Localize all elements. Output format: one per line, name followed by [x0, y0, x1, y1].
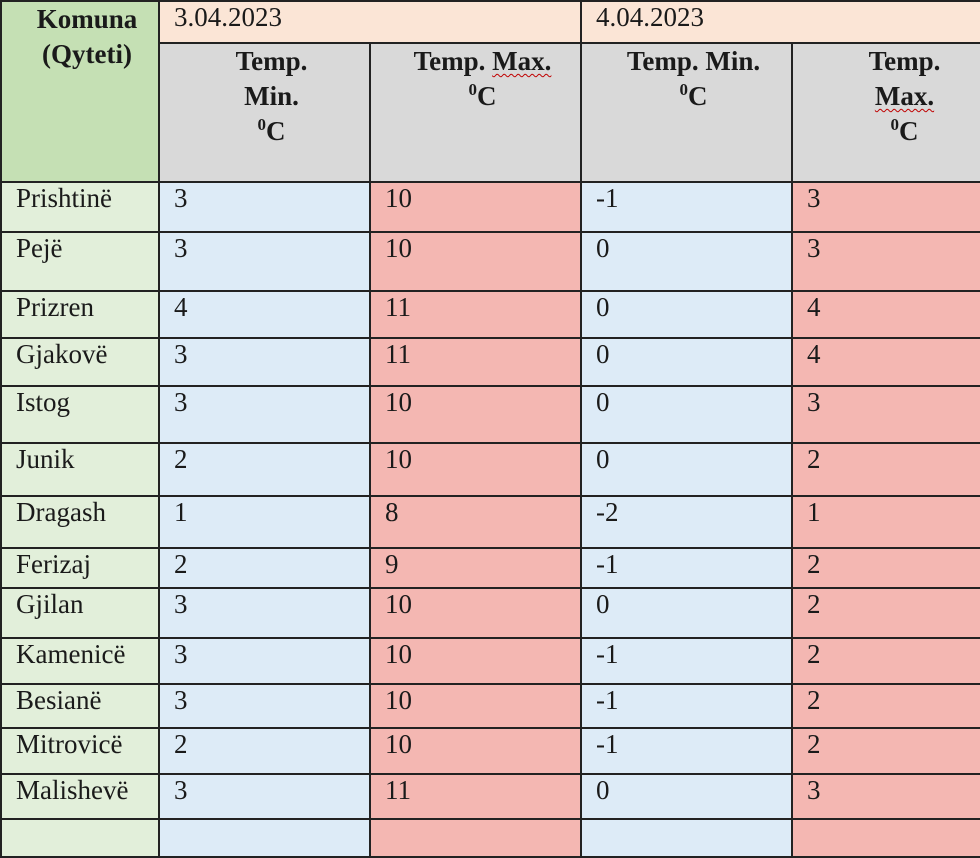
city-name-cell: Pejë	[1, 232, 159, 291]
day1-max-cell: 11	[370, 338, 581, 386]
day2-max-cell	[792, 819, 980, 857]
day2-min-cell: -1	[581, 638, 792, 684]
day1-min-cell: 3	[159, 638, 370, 684]
table-row	[1, 774, 980, 819]
day1-min-cell: 3	[159, 774, 370, 819]
day1-min-cell	[159, 819, 370, 857]
table-row	[1, 728, 980, 774]
date-header-row	[1, 1, 980, 43]
city-name-cell: Prizren	[1, 291, 159, 338]
city-name-cell: Ferizaj	[1, 548, 159, 588]
day2-min-cell: -1	[581, 684, 792, 728]
day2-min-cell: 0	[581, 338, 792, 386]
day2-min-cell: -1	[581, 728, 792, 774]
header-day2-temp-min	[581, 43, 792, 182]
day1-max-cell: 10	[370, 684, 581, 728]
city-name-cell: Mitrovicë	[1, 728, 159, 774]
day2-max-cell: 4	[792, 338, 980, 386]
city-name-cell: Kamenicë	[1, 638, 159, 684]
table-row	[1, 338, 980, 386]
day1-min-cell: 3	[159, 338, 370, 386]
header-text: Temp.	[868, 46, 941, 76]
day1-max-cell: 10	[370, 588, 581, 638]
day1-min-cell: 3	[159, 684, 370, 728]
day1-min-cell: 2	[159, 443, 370, 496]
header-day1-temp-min	[159, 43, 370, 182]
date-header-day2: 4.04.2023	[581, 1, 980, 43]
table-row	[1, 182, 980, 232]
table-row	[1, 819, 980, 857]
city-name-cell: Junik	[1, 443, 159, 496]
day1-min-cell: 3	[159, 386, 370, 443]
header-text: Temp.	[235, 46, 308, 76]
day2-max-cell: 2	[792, 548, 980, 588]
city-name-cell: Prishtinë	[1, 182, 159, 232]
day1-max-cell: 11	[370, 291, 581, 338]
city-name-cell: Besianë	[1, 684, 159, 728]
day2-max-cell: 3	[792, 232, 980, 291]
table-row	[1, 588, 980, 638]
day1-min-cell: 2	[159, 728, 370, 774]
day2-min-cell: 0	[581, 443, 792, 496]
table-row	[1, 548, 980, 588]
city-name-cell	[1, 819, 159, 857]
day2-min-cell: -1	[581, 182, 792, 232]
day2-min-cell: 0	[581, 291, 792, 338]
day2-max-cell: 2	[792, 684, 980, 728]
day1-min-cell: 3	[159, 588, 370, 638]
day1-max-cell: 11	[370, 774, 581, 819]
day1-max-cell: 10	[370, 443, 581, 496]
day1-min-cell: 1	[159, 496, 370, 548]
table-row	[1, 496, 980, 548]
day1-max-cell: 9	[370, 548, 581, 588]
day1-max-cell: 10	[370, 232, 581, 291]
day1-min-cell: 2	[159, 548, 370, 588]
city-name-cell: Dragash	[1, 496, 159, 548]
table-row	[1, 443, 980, 496]
header-text: Temp. Min.	[626, 46, 761, 76]
city-column-header	[1, 1, 159, 182]
day2-max-cell: 2	[792, 588, 980, 638]
unit-label: $^0$C	[468, 80, 497, 112]
day2-min-cell: 0	[581, 386, 792, 443]
day1-min-cell: 4	[159, 291, 370, 338]
day1-max-cell: 10	[370, 728, 581, 774]
unit-label: $^0$C	[890, 115, 919, 147]
day2-min-cell: -2	[581, 496, 792, 548]
city-name-cell: Gjakovë	[1, 338, 159, 386]
table-row	[1, 386, 980, 443]
day1-min-cell: 3	[159, 232, 370, 291]
city-name-cell: Istog	[1, 386, 159, 443]
day1-max-cell: 8	[370, 496, 581, 548]
day1-max-cell: 10	[370, 638, 581, 684]
unit-label: $^0$C	[257, 115, 286, 147]
header-day1-temp-max	[370, 43, 581, 182]
header-text: Min.	[244, 81, 299, 112]
day2-min-cell: 0	[581, 232, 792, 291]
table-row	[1, 291, 980, 338]
unit-label: $^0$C	[679, 80, 708, 112]
day2-min-cell: 0	[581, 588, 792, 638]
header-day2-temp-max	[792, 43, 980, 182]
header-text: Temp. Max.	[413, 46, 552, 76]
day2-max-cell: 3	[792, 386, 980, 443]
day2-max-cell: 3	[792, 182, 980, 232]
day1-min-cell: 3	[159, 182, 370, 232]
city-name-cell: Malishevë	[1, 774, 159, 819]
table-row	[1, 232, 980, 291]
day1-max-cell	[370, 819, 581, 857]
day2-max-cell: 3	[792, 774, 980, 819]
day2-min-cell: 0	[581, 774, 792, 819]
day2-max-cell: 4	[792, 291, 980, 338]
date-header-day1: 3.04.2023	[159, 1, 581, 43]
day2-max-cell: 2	[792, 443, 980, 496]
city-header-line2: (Qyteti)	[42, 39, 132, 70]
day2-max-cell: 2	[792, 728, 980, 774]
table-row	[1, 638, 980, 684]
header-text: Max.	[874, 81, 935, 112]
city-header-line1: Komuna	[36, 4, 138, 34]
day2-max-cell: 2	[792, 638, 980, 684]
day1-max-cell: 10	[370, 386, 581, 443]
day2-max-cell: 1	[792, 496, 980, 548]
table-body	[1, 182, 980, 857]
table-row	[1, 684, 980, 728]
day1-max-cell: 10	[370, 182, 581, 232]
city-name-cell: Gjilan	[1, 588, 159, 638]
day2-min-cell	[581, 819, 792, 857]
day2-min-cell: -1	[581, 548, 792, 588]
